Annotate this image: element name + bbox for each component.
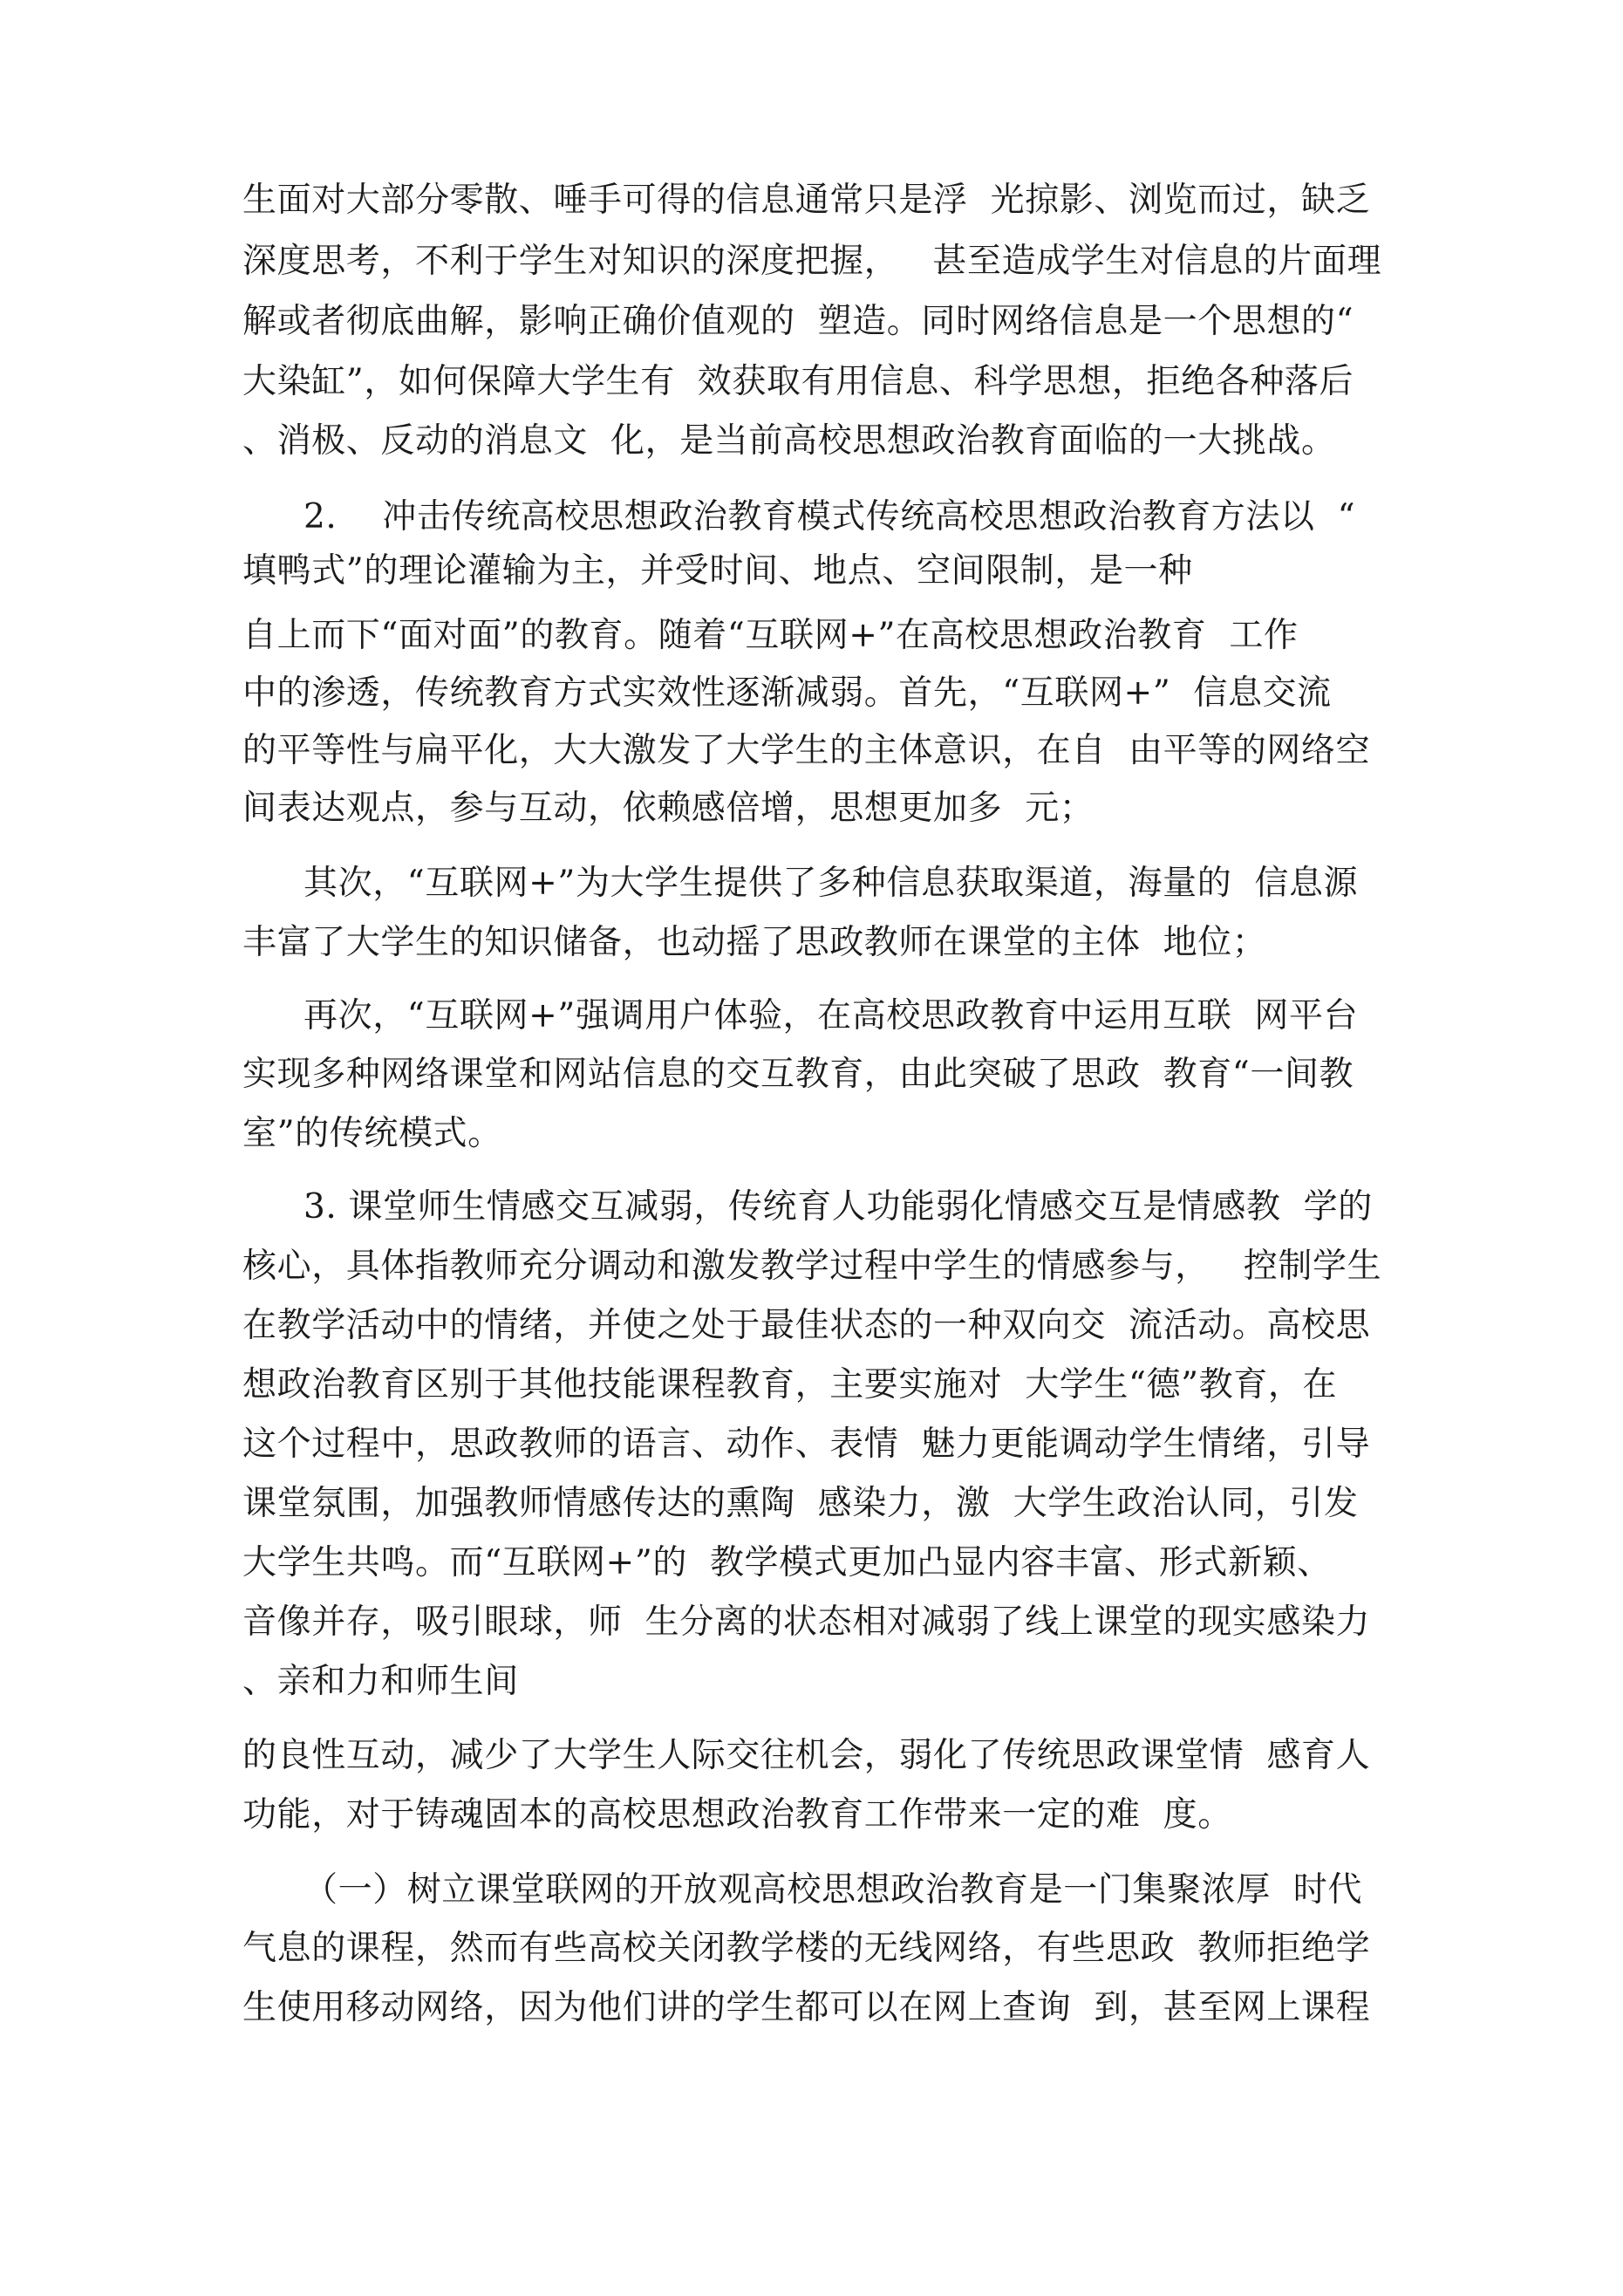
text-line: 、亲和力和师生间 bbox=[242, 1662, 519, 1701]
text-line: 大染缸”，如何保障大学生有 效获取有用信息、科学思想，拒绝各种落后 bbox=[242, 362, 1354, 401]
text-line: 深度思考，不利于学生对知识的深度把握， 甚至造成学生对信息的片面理 bbox=[242, 242, 1382, 281]
text-line: 课堂氛围，加强教师情感传达的熏陶 感染力，激 大学生政治认同，引发 bbox=[242, 1484, 1359, 1523]
text-line: 其次，“互联网+”为大学生提供了多种信息获取渠道，海量的 信息源 bbox=[303, 864, 1359, 903]
text-line: 再次，“互联网+”强调用户体验，在高校思政教育中运用互联 网平台 bbox=[303, 996, 1359, 1035]
text-line: 想政治教育区别于其他技能课程教育，主要实施对 大学生“德”教育，在 bbox=[242, 1365, 1338, 1404]
text-line: 在教学活动中的情绪，并使之处于最佳状态的一种双向交 流活动。高校思 bbox=[242, 1306, 1371, 1345]
text-line: 生使用移动网络，因为他们讲的学生都可以在网上查询 到，甚至网上课程 bbox=[242, 1988, 1371, 2027]
text-line: （一）树立课堂联网的开放观高校思想政治教育是一门集聚浓厚 时代 bbox=[303, 1870, 1362, 1910]
text-line: 2. 冲击传统高校思想政治教育模式传统高校思想政治教育方法以 “ bbox=[303, 497, 1356, 536]
text-line: 的平等性与扁平化，大大激发了大学生的主体意识，在自 由平等的网络空 bbox=[242, 731, 1371, 770]
text-line: 实现多种网络课堂和网站信息的交互教育，由此突破了思政 教育“一间教 bbox=[242, 1055, 1354, 1094]
text-line: 生面对大部分零散、唾手可得的信息通常只是浮 光掠影、浏览而过，缺乏 bbox=[242, 181, 1371, 220]
text-line: 中的渗透，传统教育方式实效性逐渐减弱。首先，“互联网+” 信息交流 bbox=[242, 673, 1332, 713]
text-line: 3. 课堂师生情感交互减弱，传统育人功能弱化情感交互是情感教 学的 bbox=[303, 1187, 1373, 1227]
text-line: 自上而下“面对面”的教育。随着“互联网+”在高校思想政治教育 工作 bbox=[242, 616, 1299, 655]
text-line: 功能，对于铸魂固本的高校思想政治教育工作带来一定的难 度。 bbox=[242, 1795, 1232, 1835]
text-line: 、消极、反动的消息文 化，是当前高校思想政治教育面临的一大挑战。 bbox=[242, 421, 1336, 461]
text-line: 解或者彻底曲解，影响正确价值观的 塑造。同时网络信息是一个思想的“ bbox=[242, 302, 1354, 341]
text-line: 间表达观点，参与互动，依赖感倍增，思想更加多 元； bbox=[242, 789, 1095, 828]
text-line: 大学生共鸣。而“互联网+”的 教学模式更加凸显内容丰富、形式新颖、 bbox=[242, 1543, 1332, 1582]
text-line: 丰富了大学生的知识储备，也动摇了思政教师在课堂的主体 地位； bbox=[242, 923, 1267, 962]
text-line: 的良性互动，减少了大学生人际交往机会，弱化了传统思政课堂情 感育人 bbox=[242, 1736, 1371, 1775]
text-line: 室”的传统模式。 bbox=[242, 1114, 502, 1153]
text-line: 音像并存，吸引眼球，师 生分离的状态相对减弱了线上课堂的现实感染力 bbox=[242, 1602, 1371, 1642]
text-line: 这个过程中，思政教师的语言、动作、表情 魅力更能调动学生情绪，引导 bbox=[242, 1425, 1371, 1464]
text-line: 核心，具体指教师充分调动和激发教学过程中学生的情感参与， 控制学生 bbox=[242, 1247, 1382, 1286]
text-line: 气息的课程，然而有些高校关闭教学楼的无线网络，有些思政 教师拒绝学 bbox=[242, 1929, 1371, 1968]
text-line: 填鸭式”的理论灌输为主，并受时间、地点、空间限制，是一种 bbox=[242, 551, 1193, 591]
